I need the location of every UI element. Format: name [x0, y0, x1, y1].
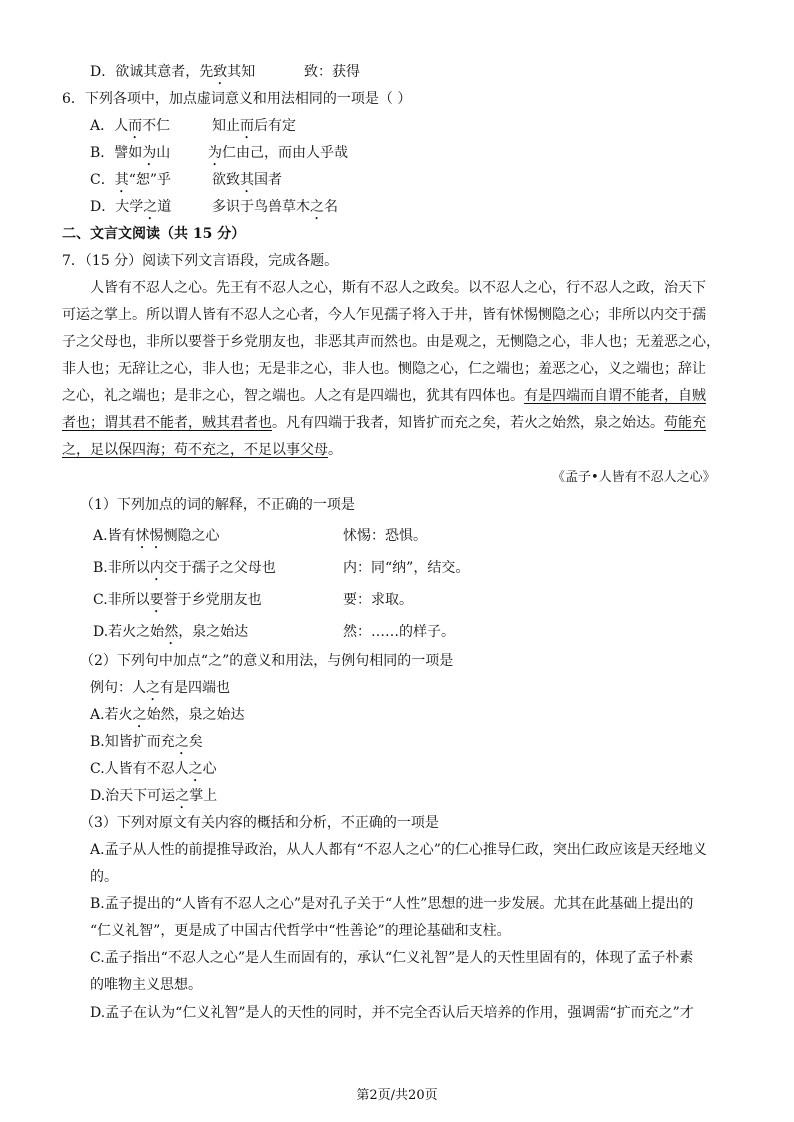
dotted-word: 为 [208, 145, 222, 161]
passage-line-6 [62, 413, 706, 433]
dotted-word: 而 [240, 118, 254, 134]
s3-option-a-line-1: A.孟子从人性的前提推导政治，从人人都有“不忍人之心”的仁心推导仁政，突出仁政应该是天经地义 [90, 842, 707, 858]
text: 仁由己，而由人乎哉 [222, 145, 348, 161]
dotted-word: 之 [174, 734, 189, 750]
s2-option-c [90, 759, 217, 785]
s2-option-b [90, 732, 203, 758]
s1-option-a-note: 怵惕：恐惧。 [343, 528, 427, 544]
text: 。凡有四端于我者，知皆扩而充之矣，若火之始然，泉之始达。 [272, 415, 664, 431]
text: 其知 [227, 64, 256, 80]
passage-line-3: 子之父母也，非所以要誉于乡党朋友也，非恶其声而然也。由是观之，无恻隐之心，非人也；无羞恶之心， [62, 334, 720, 350]
underlined-text: 有是四端而自谓不能者，自贼 [524, 388, 706, 404]
text: D.治天下可运 [90, 788, 176, 804]
text: 例句：人 [90, 680, 146, 696]
text: 知止 [212, 118, 240, 134]
s1-option-c [93, 590, 262, 616]
s3-option-b-line-1: B.孟子提出的“人皆有不忍人之心”是对孔子关于“人性”思想的进一步发展。尤其在此基础上提出的 [90, 896, 694, 912]
passage-source: 《孟子•人皆有不忍人之心》 [552, 470, 716, 485]
text: 。 [328, 442, 342, 458]
page-number: 第2页/共20页 [356, 1088, 438, 1103]
section-heading: 二、文言文阅读（共 15 分） [62, 226, 246, 242]
text: A．人 [90, 118, 129, 134]
text: 矣 [188, 734, 203, 750]
dotted-word: 之 [188, 761, 203, 777]
text: C.非所以 [93, 592, 150, 608]
q6-option-d-1 [90, 197, 171, 223]
text: 誉于乡党朋友也 [163, 592, 262, 608]
q6-option-a-2 [212, 116, 296, 142]
text: B.知皆扩而充 [90, 734, 175, 750]
s2-option-d [90, 786, 217, 812]
sub-question-1-stem: （1）下列加点的词的解释，不正确的一项是 [80, 497, 355, 513]
s1-option-d [93, 622, 248, 648]
dotted-word: 而 [128, 118, 143, 134]
passage-line-1: 人皆有不忍人之心。先王有不忍人之心，斯有不忍人之政矣。以不忍人之心，行不忍人之政，治天下 [90, 280, 706, 296]
passage-line-5 [62, 386, 706, 406]
underlined-text: 苟能充 [664, 415, 706, 431]
text: 后有定 [254, 118, 296, 134]
q6-stem: 6．下列各项中，加点虚词意义和用法相同的一项是（ ） [62, 91, 412, 107]
s3-option-a-line-2: 的。 [90, 869, 118, 885]
q6-option-c-1 [90, 170, 171, 196]
dotted-word: 怵惕 [135, 528, 164, 544]
text: 交于孺子之父母也 [163, 560, 276, 576]
q5-option-d-note: 致：获得 [304, 64, 360, 80]
sub-question-2-stem: （2）下列句中加点“之”的意义和用法，与例句相同的一项是 [80, 653, 454, 669]
text: D.若火之始 [93, 624, 165, 640]
text: A.若火 [90, 707, 133, 723]
underlined-text: 之，足以保四海；苟不充之，不足以事父母 [62, 442, 328, 458]
dotted-word: 之 [310, 199, 324, 215]
text: A.皆有 [93, 528, 136, 544]
text: “恕”乎 [128, 172, 172, 188]
text: 多识于鸟兽草木 [212, 199, 310, 215]
s1-option-b-note: 内：同“纳”，结交。 [343, 560, 470, 576]
q6-option-b-1 [90, 143, 170, 169]
text: 始然，泉之始达 [146, 707, 245, 723]
s3-option-b-line-2: “仁义礼智”，更是成了中国古代哲学中“性善论”的理论基础和支柱。 [90, 923, 511, 939]
text: D．欲诚其意者，先 [90, 64, 214, 80]
text: D．大学 [90, 199, 144, 215]
dotted-word: 要 [149, 592, 164, 608]
dotted-word: 致 [213, 64, 228, 80]
dotted-word: 之 [175, 788, 190, 804]
text: 不仁 [142, 118, 171, 134]
dotted-word: 其 [114, 172, 129, 188]
s3-option-c-line-1: C.孟子指出“不忍人之心”是人生而固有的，承认“仁义礼智”是人的天性里固有的，体现了孟子朴素 [90, 950, 694, 966]
dotted-word: 之 [132, 707, 147, 723]
text: 山 [156, 145, 171, 161]
q6-option-c-2 [212, 170, 282, 196]
s1-option-a [93, 526, 220, 552]
underlined-text: 者也；谓其君不能者，贼其君者也 [62, 415, 272, 431]
q7-stem: 7．（15 分）阅读下列文言语段，完成各题。 [62, 253, 339, 269]
q6-option-b-2 [208, 143, 348, 169]
text: C． [90, 172, 115, 188]
s2-option-a [90, 705, 245, 731]
dotted-word: 其 [240, 172, 254, 188]
text: B．譬如 [90, 145, 143, 161]
text: B.非所以 [93, 560, 150, 576]
s1-option-b [93, 558, 276, 584]
q5-option-d [90, 62, 255, 88]
dotted-word: 然 [164, 624, 179, 640]
text: 国者 [254, 172, 282, 188]
text: 有是四端也 [160, 680, 230, 696]
dotted-word: 为 [142, 145, 157, 161]
text: 心 [202, 761, 217, 777]
text: 之心，礼之端也；是非之心，智之端也。人之有是四端也，犹其有四体也。 [62, 388, 524, 404]
q6-option-d-2 [212, 197, 338, 223]
sub-question-3-stem: （3）下列对原文有关内容的概括和分析，不正确的一项是 [80, 815, 439, 831]
text: ，泉之始达 [178, 624, 249, 640]
text: 欲致 [212, 172, 240, 188]
text: 恻隐之心 [163, 528, 220, 544]
s2-example [90, 678, 230, 704]
text: 名 [324, 199, 338, 215]
s3-option-c-line-2: 的唯物主义思想。 [90, 977, 202, 993]
s1-option-d-note: 然：……的样子。 [343, 624, 455, 640]
text: 掌上 [189, 788, 218, 804]
s1-option-c-note: 要：求取。 [343, 592, 413, 608]
passage-line-7 [62, 440, 342, 460]
text: C.人皆有不忍人 [90, 761, 189, 777]
text: 道 [157, 199, 172, 215]
q6-option-a-1 [90, 116, 170, 142]
dotted-word: 内 [149, 560, 164, 576]
passage-line-4: 非人也；无辞让之心，非人也；无是非之心，非人也。恻隐之心，仁之端也；羞恶之心，义之端也；辞让 [62, 361, 706, 377]
passage-line-2: 可运之掌上。所以谓人皆有不忍人之心者，今人乍见孺子将入于井，皆有怵惕恻隐之心；非所以内交于孺 [62, 307, 706, 323]
dotted-word: 之 [143, 199, 158, 215]
dotted-word: 之 [146, 680, 160, 696]
s3-option-d-line-1: D.孟子在认为“仁义礼智”是人的天性的同时，并不完全否认后天培养的作用，强调需“扩而充之”才 [90, 1005, 694, 1021]
